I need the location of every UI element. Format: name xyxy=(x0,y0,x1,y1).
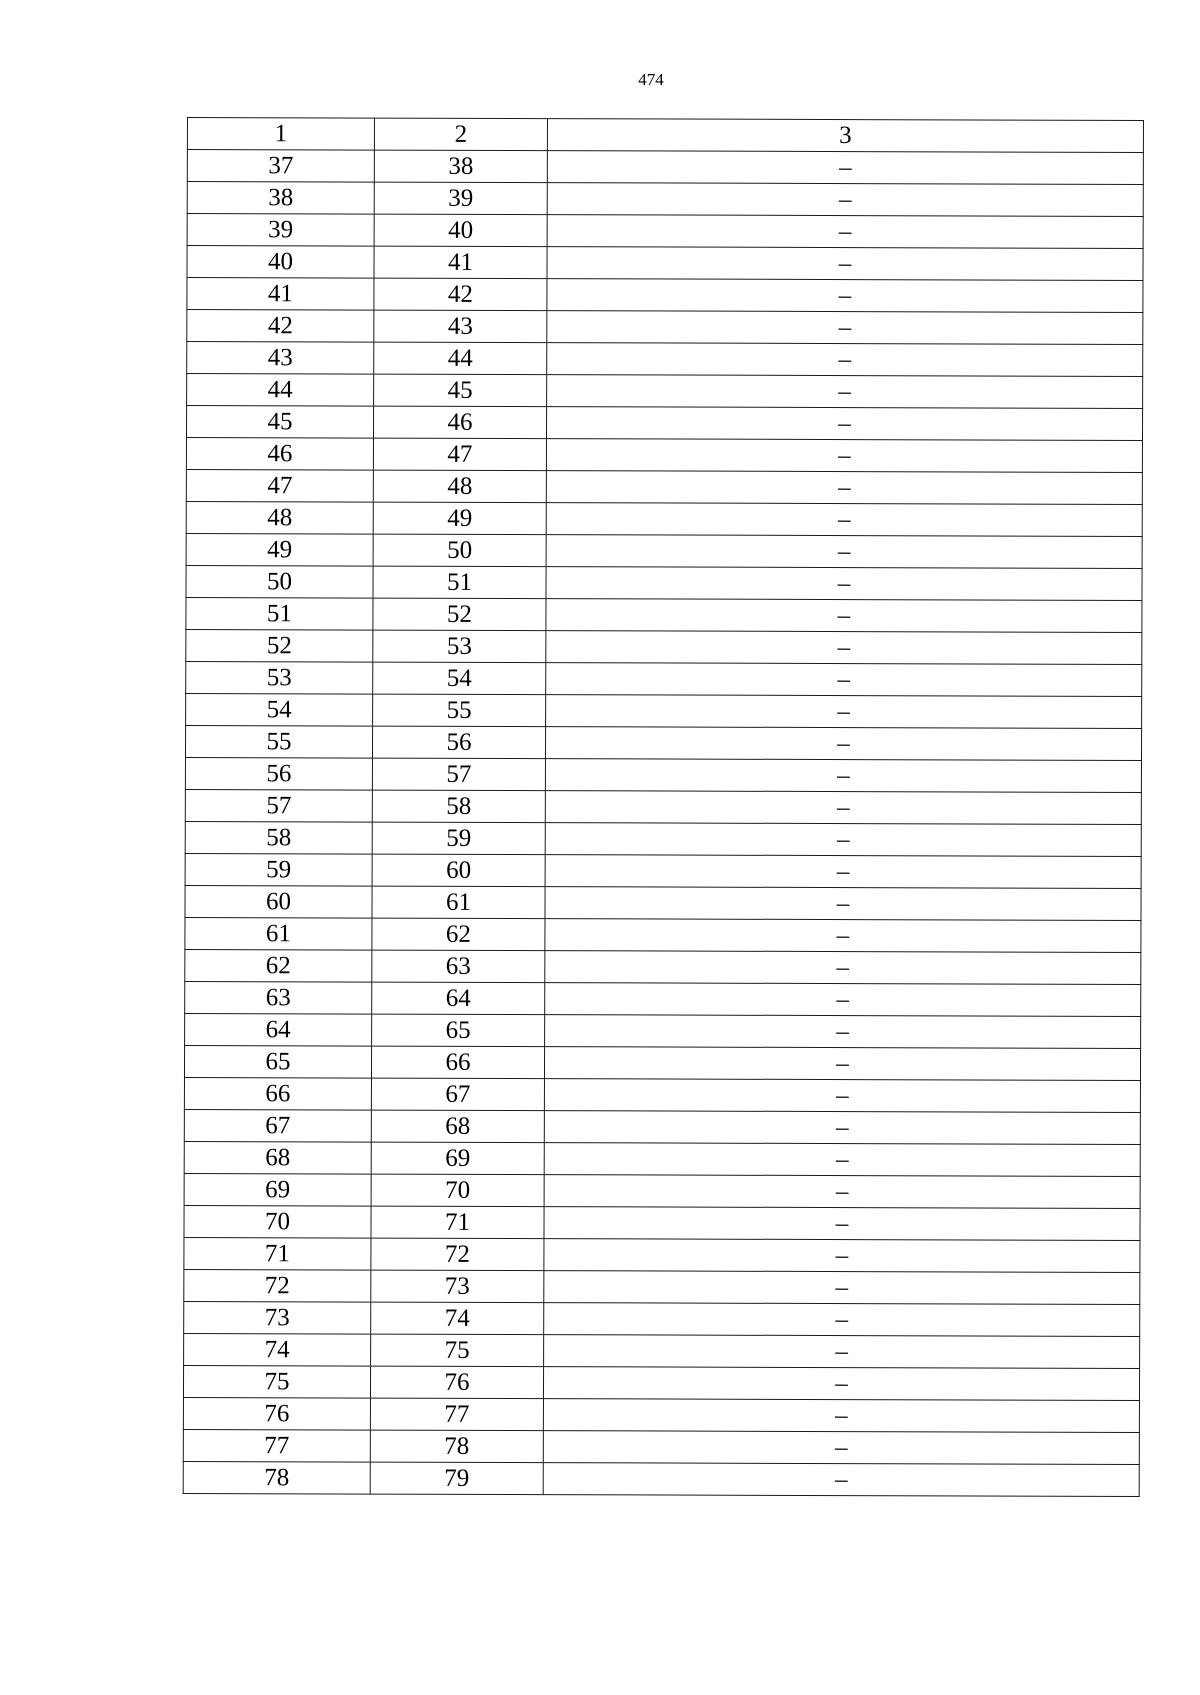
table-cell-col-1: 58 xyxy=(185,821,372,854)
table-cell-col-1: 54 xyxy=(186,693,373,726)
table-cell-col-3: – xyxy=(545,823,1141,857)
table-cell-col-2: 63 xyxy=(372,950,545,983)
table-header-row xyxy=(187,118,1143,153)
table-cell-col-2: 66 xyxy=(371,1046,544,1079)
table-cell-col-2: 62 xyxy=(372,918,545,951)
table-cell-col-3: – xyxy=(543,1367,1139,1401)
table-cell-col-2: 74 xyxy=(371,1302,544,1335)
table-cell-col-2: 49 xyxy=(373,502,546,535)
table-cell-col-2: 42 xyxy=(374,278,547,311)
table-cell-col-2: 40 xyxy=(374,214,547,247)
column-header-3: 3 xyxy=(547,119,1143,153)
table-cell-col-3: – xyxy=(546,407,1142,441)
table-row xyxy=(183,1365,1139,1400)
table-cell-col-2: 68 xyxy=(371,1110,544,1143)
table-cell-col-3: – xyxy=(544,1271,1140,1305)
table-cell-col-2: 58 xyxy=(372,790,545,823)
table-cell-col-3: – xyxy=(544,1239,1140,1273)
table-cell-col-2: 60 xyxy=(372,854,545,887)
table-cell-col-2: 55 xyxy=(373,694,546,727)
table-row xyxy=(184,1205,1140,1240)
table-cell-col-3: – xyxy=(543,1399,1139,1433)
table-row xyxy=(184,1173,1140,1208)
table-cell-col-1: 50 xyxy=(186,565,373,598)
table-cell-col-3: – xyxy=(547,311,1143,345)
table-cell-col-3: – xyxy=(544,1335,1140,1369)
table-cell-col-3: – xyxy=(547,375,1143,409)
table-cell-col-2: 57 xyxy=(372,758,545,791)
table-row xyxy=(187,342,1143,377)
table-cell-col-2: 64 xyxy=(372,982,545,1015)
table-cell-col-2: 75 xyxy=(371,1334,544,1367)
table-row xyxy=(186,469,1142,504)
table-cell-col-1: 78 xyxy=(183,1461,370,1494)
table-row xyxy=(184,1237,1140,1272)
table-row xyxy=(183,1397,1139,1432)
table-cell-col-3: – xyxy=(547,247,1143,281)
table-row xyxy=(184,1045,1140,1080)
table-row xyxy=(186,501,1142,536)
table-row xyxy=(187,278,1143,313)
table-cell-col-3: – xyxy=(544,1079,1140,1113)
table-row xyxy=(187,374,1143,409)
table-cell-col-1: 60 xyxy=(185,885,372,918)
table-cell-col-2: 70 xyxy=(371,1174,544,1207)
table-cell-col-1: 46 xyxy=(186,438,373,471)
table-row xyxy=(184,1077,1140,1112)
table-cell-col-2: 54 xyxy=(373,662,546,695)
table-row xyxy=(187,150,1143,185)
table-row xyxy=(186,438,1142,473)
table-cell-col-1: 42 xyxy=(187,310,374,343)
table-row xyxy=(186,565,1142,600)
table-cell-col-1: 71 xyxy=(184,1237,371,1270)
table-cell-col-3: – xyxy=(545,855,1141,889)
table-cell-col-2: 47 xyxy=(373,438,546,471)
table-cell-col-3: – xyxy=(546,567,1142,601)
table-cell-col-3: – xyxy=(547,183,1143,217)
table-cell-col-2: 53 xyxy=(373,630,546,663)
table-cell-col-1: 64 xyxy=(185,1013,372,1046)
table-row xyxy=(186,533,1142,568)
table-cell-col-3: – xyxy=(545,951,1141,985)
table-row xyxy=(187,214,1143,249)
table-cell-col-1: 40 xyxy=(187,246,374,279)
table-cell-col-1: 38 xyxy=(187,182,374,215)
table-cell-col-1: 52 xyxy=(186,629,373,662)
table-row xyxy=(185,981,1141,1016)
table-row xyxy=(186,406,1142,441)
table-cell-col-1: 61 xyxy=(185,917,372,950)
table-row xyxy=(187,246,1143,281)
table-cell-col-2: 69 xyxy=(371,1142,544,1175)
table-row xyxy=(185,725,1141,760)
table-cell-col-2: 39 xyxy=(374,182,547,215)
table-cell-col-3: – xyxy=(543,1431,1139,1465)
table-cell-col-3: – xyxy=(545,727,1141,761)
table-cell-col-3: – xyxy=(547,279,1143,313)
table-row xyxy=(185,853,1141,888)
table-container xyxy=(183,117,1143,1497)
table-cell-col-1: 65 xyxy=(184,1045,371,1078)
table-row xyxy=(186,597,1142,632)
table-body xyxy=(183,118,1143,1497)
table-cell-col-3: – xyxy=(547,215,1143,249)
table-row xyxy=(183,1461,1139,1496)
table-cell-col-1: 45 xyxy=(186,406,373,439)
table-cell-col-3: – xyxy=(546,599,1142,633)
table-cell-col-3: – xyxy=(545,791,1141,825)
table-cell-col-3: – xyxy=(547,343,1143,377)
table-cell-col-1: 77 xyxy=(183,1429,370,1462)
table-cell-col-3: – xyxy=(545,919,1141,953)
table-cell-col-1: 59 xyxy=(185,853,372,886)
table-cell-col-3: – xyxy=(544,1207,1140,1241)
table-row xyxy=(185,789,1141,824)
table-row xyxy=(184,1109,1140,1144)
table-cell-col-1: 63 xyxy=(185,981,372,1014)
table-cell-col-2: 77 xyxy=(370,1398,543,1431)
table-cell-col-3: – xyxy=(544,1303,1140,1337)
table-cell-col-1: 57 xyxy=(185,789,372,822)
table-row xyxy=(183,1429,1139,1464)
table-cell-col-3: – xyxy=(545,759,1141,793)
table-cell-col-2: 41 xyxy=(374,246,547,279)
table-cell-col-3: – xyxy=(547,151,1143,185)
table-cell-col-3: – xyxy=(544,1175,1140,1209)
table-cell-col-2: 72 xyxy=(371,1238,544,1271)
table-row xyxy=(185,917,1141,952)
table-cell-col-3: – xyxy=(546,695,1142,729)
table-cell-col-1: 48 xyxy=(186,501,373,534)
table-cell-col-1: 51 xyxy=(186,597,373,630)
table-cell-col-2: 52 xyxy=(373,598,546,631)
table-cell-col-1: 69 xyxy=(184,1173,371,1206)
column-header-2: 2 xyxy=(374,118,547,151)
table-cell-col-1: 73 xyxy=(184,1301,371,1334)
table-cell-col-3: – xyxy=(546,663,1142,697)
table-cell-col-1: 39 xyxy=(187,214,374,247)
table-row xyxy=(185,949,1141,984)
table-row xyxy=(186,629,1142,664)
table-cell-col-3: – xyxy=(544,1047,1140,1081)
data-table xyxy=(183,117,1144,1497)
table-cell-col-3: – xyxy=(543,1463,1139,1497)
table-cell-col-1: 68 xyxy=(184,1141,371,1174)
table-row xyxy=(185,1013,1141,1048)
table-row xyxy=(187,182,1143,217)
table-row xyxy=(185,885,1141,920)
table-cell-col-3: – xyxy=(545,983,1141,1017)
table-row xyxy=(184,1141,1140,1176)
table-cell-col-2: 51 xyxy=(373,566,546,599)
table-cell-col-1: 47 xyxy=(186,469,373,502)
table-row xyxy=(187,310,1143,345)
table-cell-col-1: 72 xyxy=(184,1269,371,1302)
table-cell-col-2: 44 xyxy=(374,342,547,375)
table-cell-col-1: 74 xyxy=(184,1333,371,1366)
table-cell-col-3: – xyxy=(545,1015,1141,1049)
table-cell-col-2: 46 xyxy=(373,406,546,439)
table-cell-col-1: 37 xyxy=(187,150,374,183)
table-cell-col-2: 48 xyxy=(373,470,546,503)
table-cell-col-1: 75 xyxy=(183,1365,370,1398)
table-cell-col-1: 41 xyxy=(187,278,374,311)
table-cell-col-2: 50 xyxy=(373,534,546,567)
table-row xyxy=(184,1333,1140,1368)
table-cell-col-2: 67 xyxy=(371,1078,544,1111)
table-cell-col-1: 44 xyxy=(187,374,374,407)
table-row xyxy=(186,661,1142,696)
column-header-1: 1 xyxy=(187,118,374,151)
table-cell-col-1: 53 xyxy=(186,661,373,694)
table-cell-col-1: 56 xyxy=(185,757,372,790)
table-cell-col-2: 76 xyxy=(370,1366,543,1399)
table-cell-col-1: 66 xyxy=(184,1077,371,1110)
table-row xyxy=(184,1301,1140,1336)
table-cell-col-1: 62 xyxy=(185,949,372,982)
table-cell-col-3: – xyxy=(544,1111,1140,1145)
table-cell-col-3: – xyxy=(546,631,1142,665)
table-cell-col-3: – xyxy=(544,1143,1140,1177)
table-cell-col-1: 76 xyxy=(183,1397,370,1430)
table-cell-col-2: 79 xyxy=(370,1462,543,1495)
table-cell-col-2: 73 xyxy=(371,1270,544,1303)
table-cell-col-3: – xyxy=(546,471,1142,505)
table-cell-col-2: 65 xyxy=(372,1014,545,1047)
table-cell-col-2: 38 xyxy=(374,150,547,183)
table-cell-col-1: 43 xyxy=(187,342,374,375)
table-row xyxy=(185,757,1141,792)
table-cell-col-2: 45 xyxy=(374,374,547,407)
table-cell-col-1: 70 xyxy=(184,1205,371,1238)
table-cell-col-2: 78 xyxy=(370,1430,543,1463)
table-row xyxy=(185,821,1141,856)
table-cell-col-3: – xyxy=(546,503,1142,537)
table-row xyxy=(186,693,1142,728)
table-cell-col-3: – xyxy=(545,887,1141,921)
table-row xyxy=(184,1269,1140,1304)
table-cell-col-1: 55 xyxy=(185,725,372,758)
table-cell-col-3: – xyxy=(546,535,1142,569)
table-cell-col-1: 49 xyxy=(186,533,373,566)
table-cell-col-2: 61 xyxy=(372,886,545,919)
table-cell-col-2: 56 xyxy=(372,726,545,759)
table-cell-col-3: – xyxy=(546,439,1142,473)
table-cell-col-2: 43 xyxy=(374,310,547,343)
table-cell-col-1: 67 xyxy=(184,1109,371,1142)
table-cell-col-2: 59 xyxy=(372,822,545,855)
page-number: 474 xyxy=(638,70,664,89)
table-cell-col-2: 71 xyxy=(371,1206,544,1239)
